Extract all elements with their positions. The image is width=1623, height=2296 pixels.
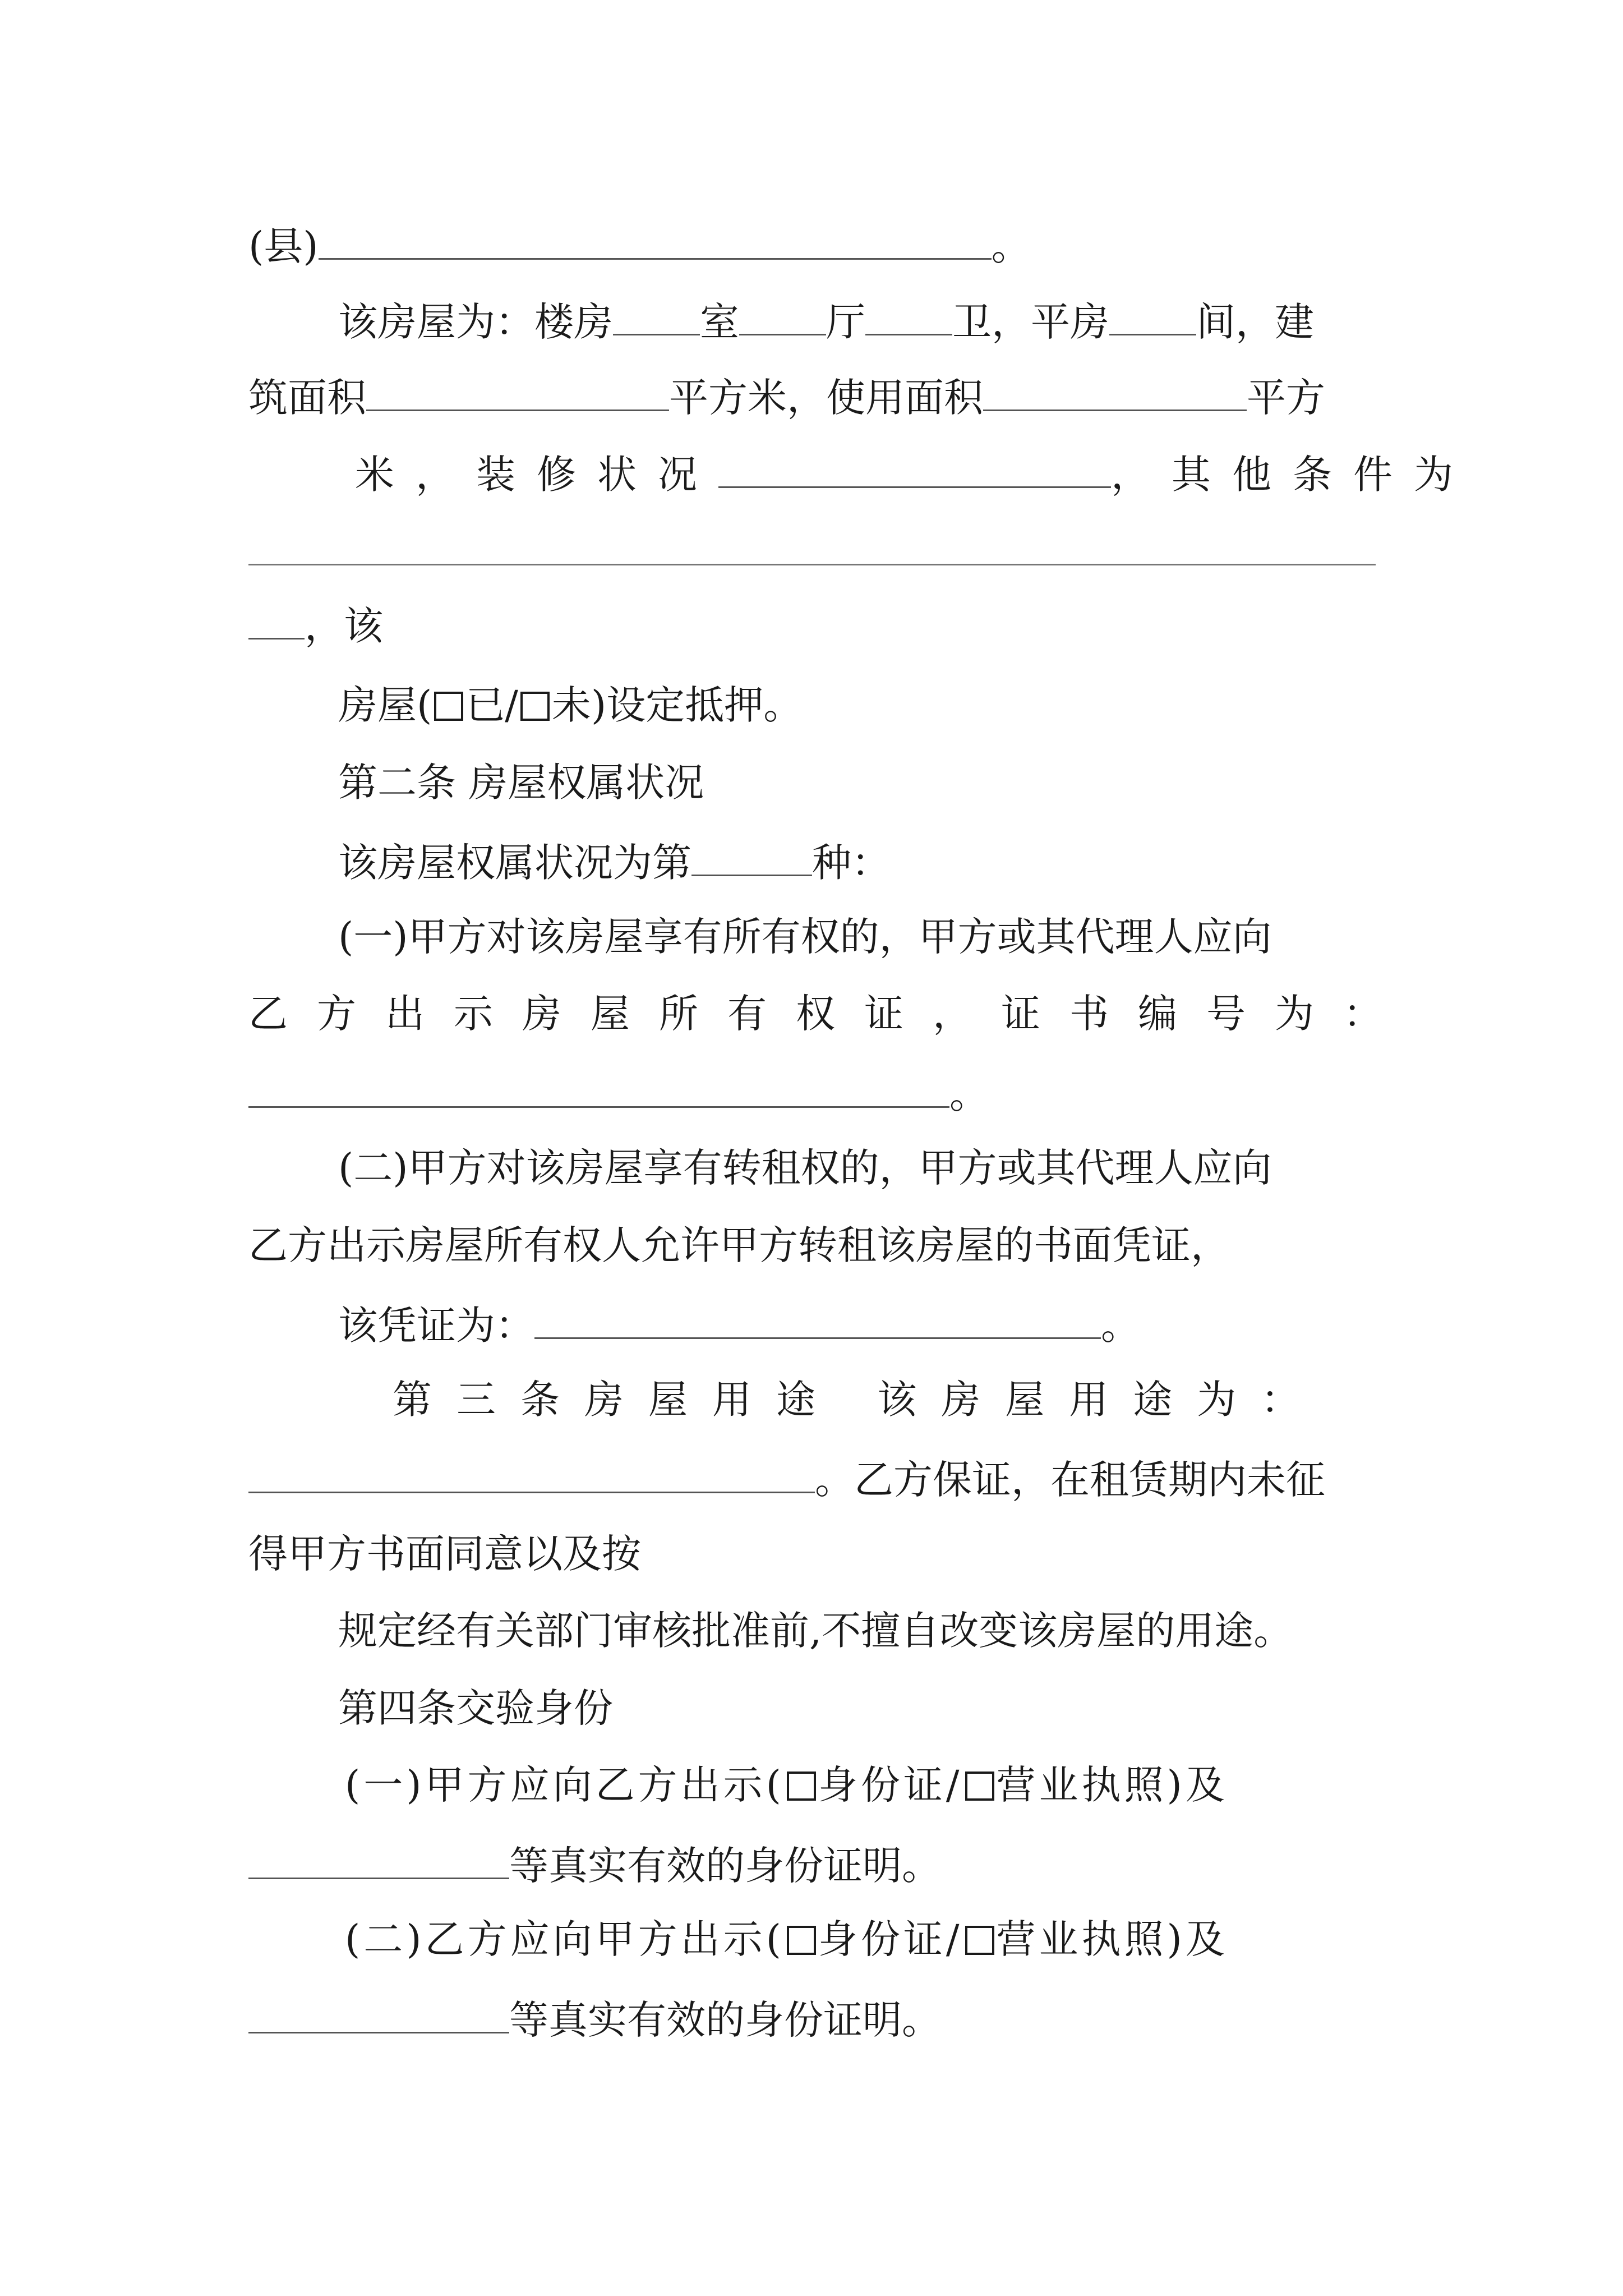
id-proof-text: 等真实有效的身份证明。: [509, 1843, 941, 1889]
clause-2-1: (一)甲方对该房屋享有所有权的，甲方或其代理人应向: [338, 914, 1272, 960]
usage-guarantee: 。乙方保证，在租赁期内未征: [815, 1457, 1325, 1503]
building-area-label: 筑面积: [248, 375, 366, 421]
mortgaged-option: 已/: [465, 682, 518, 728]
house-type-label: 该房屋为：楼房: [338, 299, 613, 345]
rooms-blank[interactable]: [613, 299, 700, 335]
usage-rule: 规定经有关部门审核批准前,不擅自改变该房屋的用途。: [338, 1608, 1293, 1654]
party-a-idcard-checkbox[interactable]: [787, 1772, 816, 1801]
article-2-heading: 第二条 房屋权属状况: [338, 760, 704, 806]
voucher-blank[interactable]: [534, 1303, 1101, 1339]
party-b-idcard-checkbox[interactable]: [787, 1926, 816, 1955]
house-type-line: [338, 299, 1314, 345]
idcard-option: 身份证/: [818, 1762, 963, 1808]
party-a-id-label: (一)甲方应向乙方出示(: [345, 1762, 785, 1808]
not-mortgaged-option: 未)设定抵押。: [551, 682, 803, 728]
other-conditions-label: ，其他条件为: [1111, 452, 1474, 498]
decoration-line: [355, 452, 1474, 498]
building-area-blank[interactable]: [366, 375, 669, 411]
area-unit: 平方: [1247, 375, 1325, 421]
party-a-license-checkbox[interactable]: [965, 1772, 994, 1801]
county-blank[interactable]: [319, 223, 992, 260]
usage-blank[interactable]: [248, 1457, 815, 1493]
voucher-line: [338, 1303, 1140, 1349]
clause-4-1: [345, 1762, 1228, 1808]
certificate-line: 乙方出示房屋所有权证，证书编号为：: [248, 991, 1412, 1037]
mortgage-line: [338, 682, 803, 728]
period: 。: [1101, 1303, 1140, 1349]
ownership-type-label: 该房屋权属状况为第: [338, 840, 691, 886]
decoration-blank[interactable]: [718, 452, 1111, 488]
county-label: (县): [248, 223, 319, 269]
article-4-heading: 第四条交验身份: [338, 1685, 613, 1731]
clause-2-2-cont: 乙方出示房屋所有权人允许甲方转租该房屋的书面凭证，: [248, 1222, 1230, 1268]
ownership-type-suffix: 种：: [812, 840, 891, 886]
bungalow-rooms-blank[interactable]: [1109, 299, 1196, 335]
halls-blank[interactable]: [739, 299, 826, 335]
party-b-id-line: [248, 1997, 941, 2043]
license-option: 营业执照)及: [996, 1762, 1228, 1808]
usage-line: [248, 1457, 1325, 1503]
party-b-license-checkbox[interactable]: [965, 1926, 994, 1955]
clause-2-2: (二)甲方对该房屋享有转租权的，甲方或其代理人应向: [338, 1145, 1272, 1191]
certificate-number-blank[interactable]: [248, 1071, 949, 1108]
party-a-id-line: [248, 1843, 941, 1889]
mortgage-label: 房屋(: [338, 682, 432, 728]
mortgaged-checkbox[interactable]: [434, 692, 463, 721]
hall-label: 厅: [826, 299, 865, 345]
room-label: 室: [700, 299, 739, 345]
party-b-other-id-blank[interactable]: [248, 1997, 509, 2033]
certificate-number-line: [248, 1071, 989, 1117]
continuation-text: ，该: [305, 603, 383, 649]
county-line: [248, 223, 1031, 269]
usage-cont: 得甲方书面同意以及按: [248, 1531, 641, 1577]
idcard-option: 身份证/: [818, 1916, 963, 1962]
other-conditions-blank-end[interactable]: [248, 603, 305, 639]
area-line: [248, 375, 1325, 421]
period: 。: [991, 223, 1031, 269]
continuation-line: [248, 603, 383, 649]
usable-area-label: 平方米，使用面积: [669, 375, 983, 421]
license-option: 营业执照)及: [996, 1916, 1228, 1962]
voucher-label: 该凭证为：: [338, 1303, 534, 1349]
clause-4-2: [345, 1916, 1228, 1962]
other-conditions-blank[interactable]: [248, 564, 1376, 565]
id-proof-text: 等真实有效的身份证明。: [509, 1997, 941, 2043]
ownership-type-blank[interactable]: [691, 840, 812, 876]
not-mortgaged-checkbox[interactable]: [520, 692, 550, 721]
baths-blank[interactable]: [865, 299, 952, 335]
party-b-id-label: (二)乙方应向甲方出示(: [345, 1916, 785, 1962]
ownership-type-line: [338, 840, 891, 886]
article-3-heading: 第三条房屋用途 该房屋用途为：: [393, 1377, 1325, 1423]
bath-label: 卫，平房: [952, 299, 1109, 345]
party-a-other-id-blank[interactable]: [248, 1843, 509, 1879]
decoration-label: 米，装修状况: [355, 452, 718, 498]
period: 。: [949, 1071, 989, 1117]
bungalow-label: 间，建: [1196, 299, 1314, 345]
usable-area-blank[interactable]: [983, 375, 1247, 411]
